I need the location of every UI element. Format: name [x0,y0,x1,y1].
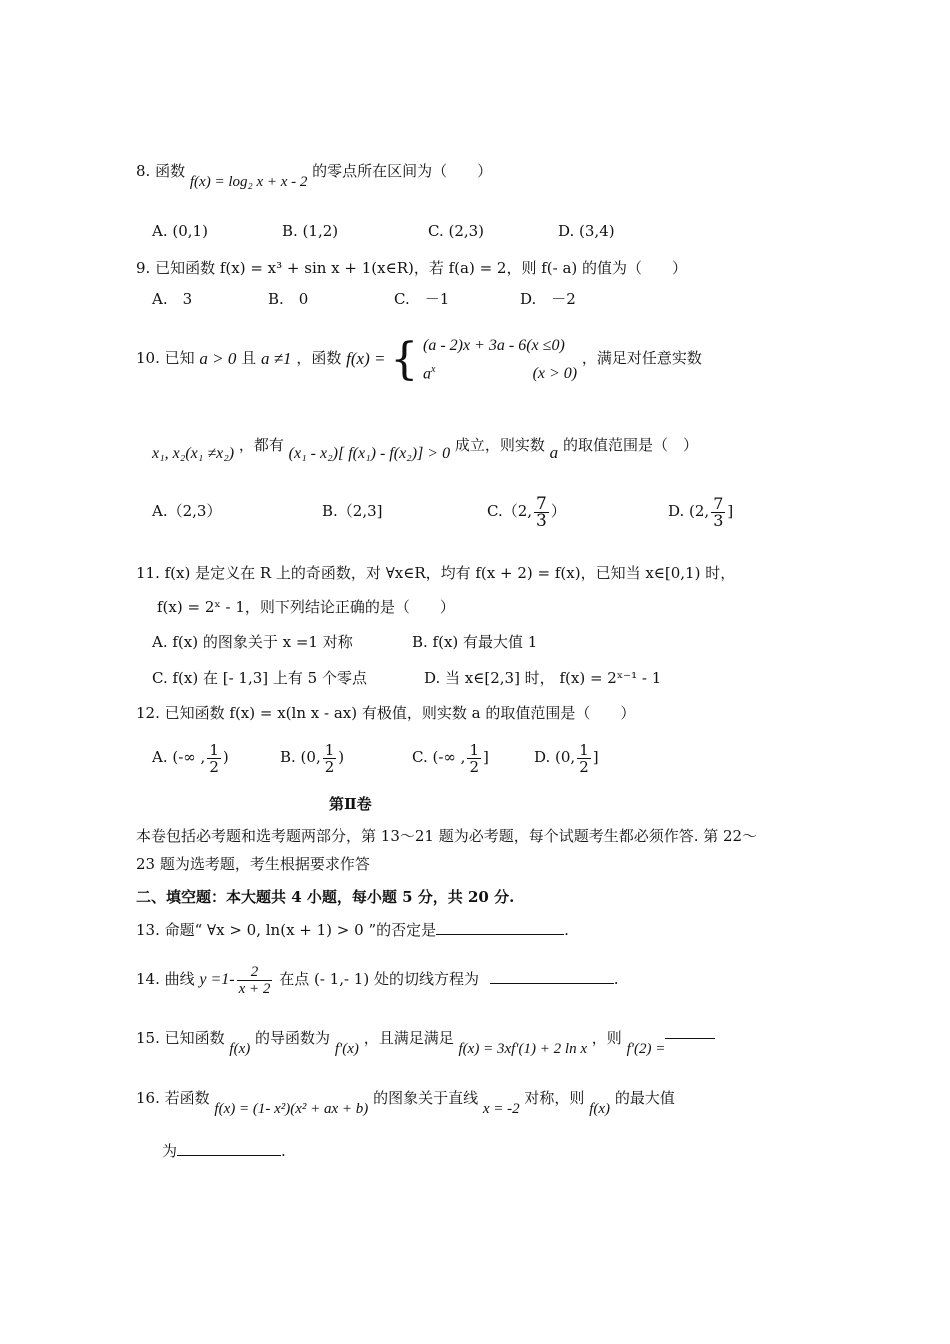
q12-option-a-num: 1 [209,740,219,759]
q10-case2-cond: (x > 0) [532,365,578,383]
q10-option-b: B.（2,3] [322,502,383,520]
q8-stem-a: 8. 函数 [136,162,186,180]
q12-option-c-pre: C. (-∞ , [412,748,466,766]
q10-case2 [423,358,577,386]
q16-line-eq: x = -2 [482,1101,520,1117]
q10-option-c-num: 7 [536,493,547,514]
q8-option-b: B. (1,2) [282,222,339,240]
q9-option-a: A. 3 [152,290,193,308]
q12-option-d-den: 2 [579,757,589,776]
q11-option-c: C. f(x) 在 [- 1,3] 上有 5 个零点 [152,669,367,687]
q15-stem-c: ，且满足满足 [363,1029,454,1047]
q10-cond1: a > 0 [199,349,237,369]
q9-option-b: B. 0 [268,290,309,308]
q10-line2-a: x₁, x₂(x₁ ≠x₂) [152,445,235,462]
q14-line [136,956,619,1003]
q10-line2-b: ，都有 [238,436,284,454]
q16-stem-a: 16. 若函数 [136,1089,210,1107]
q12-option-a-den: 2 [209,757,219,776]
q8-formula: f(x) = log₂ x + x - 2 [189,174,308,190]
q10-line2 [152,428,698,463]
q13-answer-blank[interactable] [436,920,564,935]
q9-option-d: D. －2 [520,290,576,308]
q16-stem-d: 的最大值 [614,1089,675,1107]
section2-intro-1: 本卷包括必考题和选考题两部分，第 13～21 题为必考题，每个试题考生都必须作答. 第 22～ [136,827,758,845]
q10-option-c-post: ） [550,502,566,520]
section2-intro-2: 23 题为选考题，考生根据要求作答 [136,855,370,873]
q10-option-c-pre: C.（2, [487,502,533,520]
q12-option-b-frac [323,742,337,775]
part2-title: 二、填空题：本大题共 4 小题，每小题 5 分，共 20 分. [136,888,515,906]
q15-eq: f(x) = 3xf′(1) + 2 ln x [458,1041,587,1057]
q14-stem-b: 在点 (- 1,- 1) 处的切线方程为 [279,970,479,988]
q12-option-a-pre: A. (-∞ , [152,748,206,766]
q12-option-c-den: 2 [469,757,479,776]
q13-line [136,920,569,940]
q15-fpx: f′(x) [334,1041,359,1057]
q15-stem-b: 的导函数为 [255,1029,331,1047]
q10-cond2: a ≠1 [260,349,292,369]
q9-option-c: C. －1 [394,290,450,308]
q12-option-c-frac [467,742,481,775]
q10-stem [136,334,702,386]
q14-frac [237,964,273,997]
q13-end: . [564,921,569,939]
q10-brace: { [390,334,419,386]
q10-option-a: A.（2,3） [152,502,222,520]
q15-stem-a: 15. 已知函数 [136,1029,225,1047]
section2-title: 第Ⅱ卷 [329,795,372,813]
q12-option-d-pre: D. (0, [534,748,576,766]
q14-frac-den: x + 2 [238,980,271,997]
q10-option-c-frac [534,493,549,531]
q10-fx: f(x) = [346,349,386,369]
q12-option-c [412,736,489,778]
q9-stem: 9. 已知函数 f(x) = x³ + sin x + 1(x∈R)，若 f(a) = 2，则 f(- a) 的值为（ ） [136,259,688,277]
q14-stem-a: 14. 曲线 [136,970,195,988]
q10-line2-d: 成立，则实数 [454,436,545,454]
q16-fx: f(x) = (1- x²)(x² + ax + b) [214,1101,369,1117]
q10-option-c-den: 3 [536,510,547,531]
q15-answer-blank[interactable] [665,1024,715,1039]
q10-option-d [668,488,733,534]
q10-line2-f: 的取值范围是（ ） [562,436,698,454]
q16-line2-text: 为 [162,1142,178,1160]
q10-stem-d: ，满足对任意实数 [581,349,702,367]
q8-option-d: D. (3,4) [558,222,615,240]
q12-option-d-num: 1 [579,740,589,759]
q8-stem-b: 的零点所在区间为（ ） [312,162,493,180]
q15-line [136,1020,715,1057]
q12-option-a-close: ) [222,748,229,766]
q10-line2-c: (x₁ - x₂)[ f(x₁) - f(x₂)] > 0 [288,445,451,462]
q10-option-d-post: ] [727,502,734,520]
q14-end: . [613,970,619,988]
q8-option-c: C. (2,3) [428,222,485,240]
q8-option-a: A. (0,1) [152,222,208,240]
q10-option-c [487,488,566,534]
q10-line2-e: a [549,443,559,462]
q12-option-b-close: ) [338,748,345,766]
q16-line2 [162,1141,286,1161]
q12-option-d-frac [577,742,591,775]
q15-fx: f(x) [229,1041,251,1057]
q12-option-b-den: 2 [324,757,335,776]
q12-option-b-num: 1 [324,740,335,759]
q8-stem [136,161,493,190]
q12-option-c-num: 1 [469,740,479,759]
q12-stem: 12. 已知函数 f(x) = x(ln x - ax) 有极值，则实数 a 的取值范围是（ ） [136,704,636,722]
q12-option-a [152,736,229,778]
q16-answer-blank[interactable] [177,1141,281,1156]
q10-cases [423,334,577,386]
q11-option-a: A. f(x) 的图象关于 x =1 对称 [152,633,353,651]
q10-stem-a: 10. 已知 [136,349,195,367]
q15-stem-d: ，则 [591,1029,622,1047]
q10-option-d-frac [711,493,725,530]
q12-option-d-close: ] [592,748,599,766]
q16-end: . [281,1142,286,1160]
q14-y: y =1- [199,971,235,988]
q16-stem-c: 对称，则 [524,1089,585,1107]
q12-option-c-close: ] [482,748,489,766]
q10-option-d-den: 3 [713,510,724,530]
q12-option-d [534,736,599,778]
q15-ask: f′(2) = [626,1041,666,1057]
q10-case2-exp: x [431,364,436,375]
q10-case2-base: a [423,365,432,383]
q12-option-b-pre: B. (0, [280,748,321,766]
q10-option-d-num: 7 [713,493,724,513]
q10-stem-c: ，函数 [296,349,342,367]
q10-stem-b: 且 [241,349,257,367]
q13-stem: 13. 命题“ ∀x > 0, ln(x + 1) > 0 ”的否定是 [136,921,437,939]
q12-option-a-frac [207,742,221,775]
q12-option-b [280,736,344,778]
q16-fx2: f(x) [589,1101,611,1117]
q16-line [136,1080,675,1117]
q14-frac-num: 2 [237,964,273,981]
q11-line2: f(x) = 2ˣ - 1，则下列结论正确的是（ ） [157,598,455,616]
q10-option-d-pre: D. (2, [668,502,710,520]
q14-answer-blank[interactable] [490,969,614,984]
q11-line1: 11. f(x) 是定义在 R 上的奇函数，对 ∀x∈R，均有 f(x + 2) = f(x)，已知当 x∈[0,1) 时， [136,564,736,582]
q11-option-b: B. f(x) 有最大值 1 [412,633,538,651]
q10-case1: (a - 2)x + 3a - 6(x ≤0) [423,337,565,354]
q11-option-d: D. 当 x∈[2,3] 时， f(x) = 2ˣ⁻¹ - 1 [424,669,662,687]
q16-stem-b: 的图象关于直线 [373,1089,479,1107]
